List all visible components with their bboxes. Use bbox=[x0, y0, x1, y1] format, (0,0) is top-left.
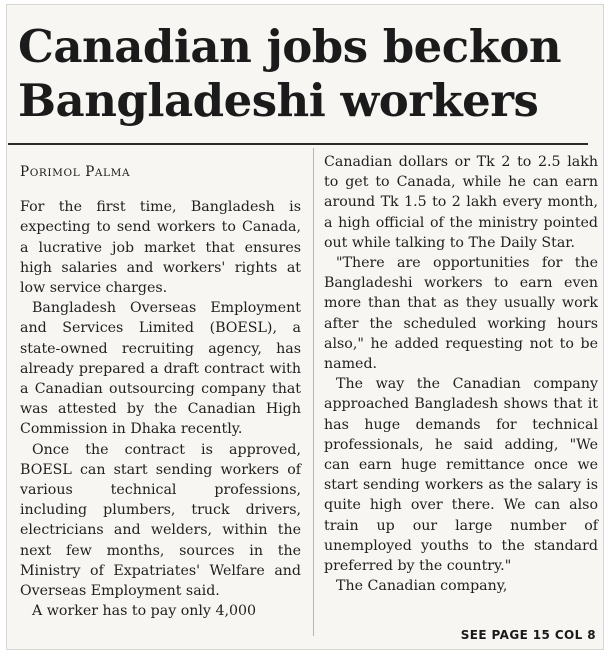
left-column bbox=[20, 162, 301, 621]
headline: Canadian jobs beckon Bangladeshi workers bbox=[18, 20, 562, 127]
byline-rest-last: ALMA bbox=[94, 167, 131, 179]
headline-rule bbox=[8, 143, 588, 145]
paragraph-left-3: Once the contract is approved, BOESL can start sending workers of various technical professions, including plumbers, truck drivers, electricians and welders, within the next few months, sources in the Ministry of Expatriates' Welfare and Overseas Employment said. bbox=[20, 441, 301, 600]
byline-initial-last: P bbox=[85, 164, 95, 180]
paragraph-right-2: "There are opportunities for the Bangladeshi workers to earn even more than that as they usually work after the scheduled working hours also," he added requesting not to be named. bbox=[324, 255, 598, 373]
paragraph-right-3: The way the Canadian company approached Bangladesh shows that it has huge demands for technical professionals, he said adding, "We can earn huge remittance once we start sending workers as the salary is quite high over there. We can also train up our large number of unemployed youths to the standard preferred by the country." bbox=[324, 376, 598, 575]
byline bbox=[20, 162, 301, 183]
column-separator bbox=[313, 148, 314, 636]
right-column bbox=[324, 152, 598, 596]
paragraph-left-1: For the first time, Bangladesh is expecting to send workers to Canada, a lucrative job market that ensures high salaries and workers' rights at low service charges. bbox=[20, 199, 301, 297]
jump-line: SEE PAGE 15 COL 8 bbox=[460, 628, 596, 642]
byline-rest-first: ORIMOL bbox=[29, 167, 81, 179]
paragraph-left-4: A worker has to pay only 4,000 bbox=[32, 603, 257, 620]
paragraph-left-2: Bangladesh Overseas Employment and Services Limited (BOESL), a state-owned recruiting agency, has already prepared a draft contract with a Canadian outsourcing company that was attested by the Canadian High Commission in Dhaka recently. bbox=[20, 300, 301, 438]
paragraph-right-4: The Canadian company, bbox=[336, 578, 508, 595]
paragraph-right-1: Canadian dollars or Tk 2 to 2.5 lakh to get to Canada, while he can earn around Tk 1.5 to 2 lakh every month, a high official of the ministry pointed out while talking to The Daily Star. bbox=[324, 154, 598, 251]
byline-initial-first: P bbox=[20, 164, 30, 180]
